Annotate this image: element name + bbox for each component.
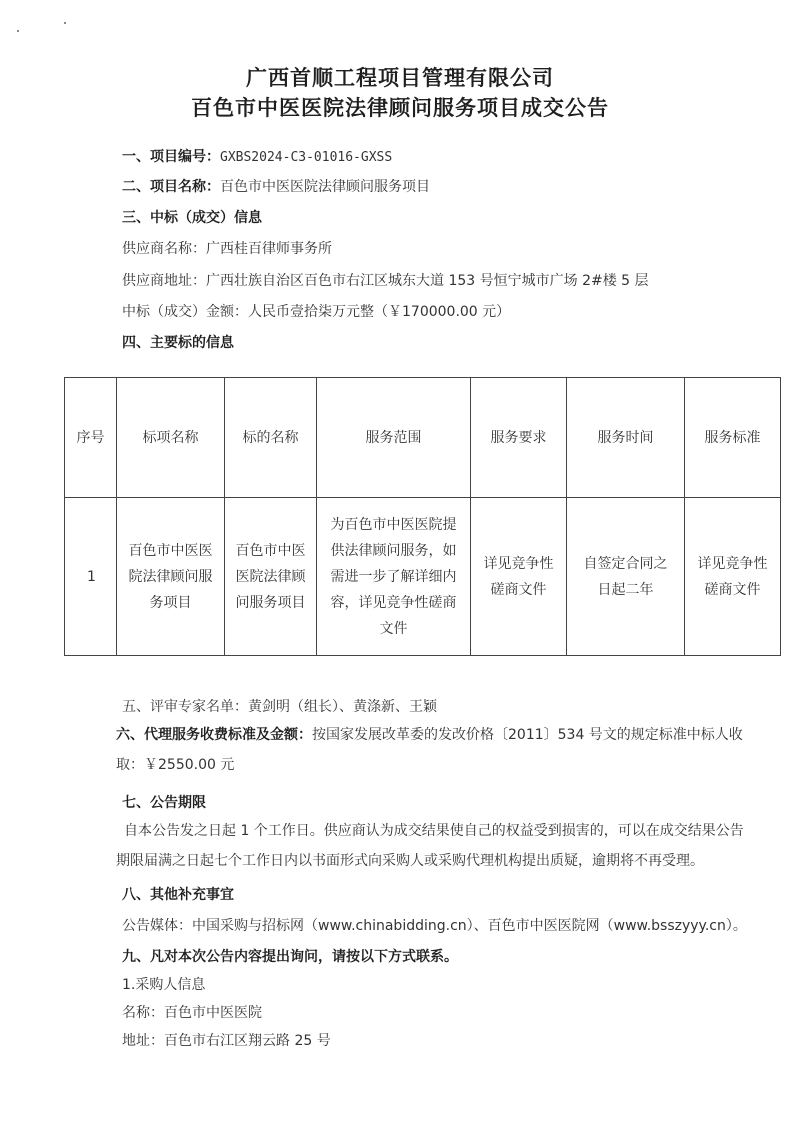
main-items-heading: 四、主要标的信息 xyxy=(122,335,234,351)
header-scope: 服务范围 xyxy=(317,378,471,498)
cell-requirement: 详见竞争性磋商文件 xyxy=(471,498,567,656)
supplier-address-value: 广西壮族自治区百色市右江区城东大道 153 号恒宁城市广场 2#楼 5 层 xyxy=(206,273,649,289)
purchaser-heading: 1.采购人信息 xyxy=(122,977,206,993)
purchaser-address-value: 百色市右江区翔云路 25 号 xyxy=(164,1033,331,1049)
header-requirement: 服务要求 xyxy=(471,378,567,498)
cell-scope: 为百色市中医医院提供法律顾问服务，如需进一步了解详细内容，详见竞争性磋商文件 xyxy=(317,498,471,656)
purchaser-address-line xyxy=(122,1030,331,1050)
header-time: 服务时间 xyxy=(567,378,685,498)
supplier-name-label: 供应商名称： xyxy=(122,241,206,257)
experts-label: 五、评审专家名单： xyxy=(122,699,248,715)
period-text: 自本公告发之日起 1 个工作日。供应商认为成交结果使自己的权益受到损害的，可以在成交结果公告期限届满之日起七个工作日内以书面形式向采购人或采购代理机构提出质疑，逾期将不再受理。 xyxy=(116,823,744,869)
cell-lot-name: 百色市中医医院法律顾问服务项目 xyxy=(117,498,225,656)
experts-line xyxy=(122,696,437,716)
scan-speck xyxy=(17,30,19,32)
media-value: 中国采购与招标网（www.chinabidding.cn）、百色市中医医院网（www.bsszyyy.cn）。 xyxy=(192,918,747,934)
header-no: 序号 xyxy=(65,378,117,498)
main-items-table xyxy=(64,377,781,656)
supplement-heading: 八、其他补充事宜 xyxy=(122,887,234,903)
header-standard: 服务标准 xyxy=(685,378,781,498)
project-name-value: 百色市中医医院法律顾问服务项目 xyxy=(220,179,430,195)
scan-speck xyxy=(64,22,66,24)
project-name-line xyxy=(122,176,430,196)
cell-subject-name: 百色市中医医院法律顾问服务项目 xyxy=(225,498,317,656)
notice-title: 百色市中医医院法律顾问服务项目成交公告 xyxy=(191,96,609,120)
agency-fee-label: 六、代理服务收费标准及金额： xyxy=(116,727,312,743)
purchaser-name-label: 名称： xyxy=(122,1005,164,1021)
cell-time: 自签定合同之日起二年 xyxy=(567,498,685,656)
cell-standard: 详见竞争性磋商文件 xyxy=(685,498,781,656)
supplier-address-label: 供应商地址： xyxy=(122,273,206,289)
project-number-line xyxy=(122,146,392,166)
award-amount-line xyxy=(122,301,510,321)
agency-fee-paragraph xyxy=(116,720,744,780)
supplier-address-line xyxy=(122,270,649,290)
experts-value: 黄剑明（组长）、黄涤新、王颖 xyxy=(248,699,437,715)
project-number-label: 一、项目编号： xyxy=(122,149,220,165)
media-label: 公告媒体： xyxy=(122,918,192,934)
award-amount-value: 人民币壹拾柒万元整（￥170000.00 元） xyxy=(248,304,511,320)
supplier-name-line xyxy=(122,238,332,258)
award-info-heading: 三、中标（成交）信息 xyxy=(122,210,262,226)
cell-no: 1 xyxy=(65,498,117,656)
header-lot-name: 标项名称 xyxy=(117,378,225,498)
purchaser-name-line xyxy=(122,1002,262,1022)
table-row xyxy=(65,498,781,656)
company-title: 广西首顺工程项目管理有限公司 xyxy=(246,66,554,90)
project-name-label: 二、项目名称： xyxy=(122,179,220,195)
project-number-value: GXBS2024-C3-01016-GXSS xyxy=(220,150,393,165)
award-amount-label: 中标（成交）金额： xyxy=(122,304,248,320)
table-header-row xyxy=(65,378,781,498)
contact-heading: 九、凡对本次公告内容提出询问，请按以下方式联系。 xyxy=(122,949,458,965)
purchaser-name-value: 百色市中医医院 xyxy=(164,1005,262,1021)
supplier-name-value: 广西桂百律师事务所 xyxy=(206,241,332,257)
period-heading: 七、公告期限 xyxy=(122,795,206,811)
purchaser-address-label: 地址： xyxy=(122,1033,164,1049)
header-subject-name: 标的名称 xyxy=(225,378,317,498)
media-line xyxy=(122,915,747,935)
agency-fee-value: 按国家发展改革委的发改价格〔2011〕534 号文的规定标准中标人收取：￥2550.00 元 xyxy=(116,727,743,773)
